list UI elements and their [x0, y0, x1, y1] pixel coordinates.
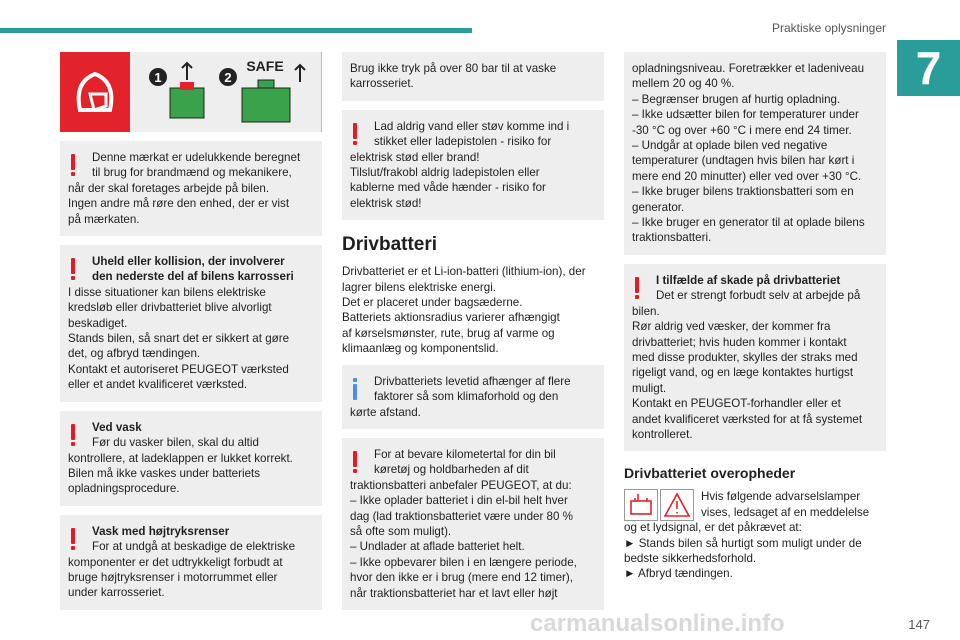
step-1-number: 1	[154, 70, 162, 85]
warning-box-collision: Uheld eller kollision, der involverer den nederste del af bilens karrosseri I disse situationer kan bilens elektriske kredsløb eller drivbatteriet blive alvorligt beskadiget. Stands bilen, så snart det er sikkert at gøre det, og afbryd tændingen. Kontakt et autoriseret PEUGEOT værksted eller et andet kvalificeret værksted.	[60, 245, 322, 402]
continued-box-battery-care: opladningsniveau. Foretrækker et ladeniveau mellem 20 og 40 %. – Begrænser brugen af hurtig opladning. – Ikke udsætter bilen for temperaturer under -30 °C og over +60 °C i mere end 24 timer. – Undgår at oplade bilen ved negative temperaturer (undtagen hvis bilen har kørt i mere end 20 minutter) eller ved over +30 °C. – Ikke bruger bilens traktionsbatteri som en generator. – Ikke bruger en generator til at oplade bilens traktionsbatteri.	[624, 52, 886, 255]
safe-label-illustration	[60, 52, 322, 132]
warning-box-battery-care: For at bevare kilometertal for din bil køretøj og holdbarheden af dit traktionsbatteri anbefaler PEUGEOT, at du: – Ikke oplader batteriet i din el-bil helt hver dag (lad traktionsbatteriet være under 80 % så ofte som muligt). – Undlader at aflade batteriet helt. – Ikke opbevarer bilen i en længere periode, hvor den ikke er i brug (mere end 12 timer), når traktionsbatteriet har et lavt eller højt	[342, 438, 604, 610]
warning-icon	[71, 258, 75, 280]
warning-box-water: Lad aldrig vand eller støv komme ind i stikket eller ladepistolen - risiko for elektrisk stød eller brand! Tilslut/frakobl aldrig ladepistolen eller kablerne med våde hænder - risiko for elektrisk stød!	[342, 110, 604, 220]
warning-triangle-icon	[665, 494, 689, 516]
warning-icon	[71, 528, 75, 550]
warning-lamps-icons	[624, 489, 696, 521]
section-label: Praktiske oplysninger	[771, 21, 886, 35]
column-2	[342, 52, 604, 619]
warning-icon	[71, 154, 75, 176]
watermark: carmanualsonline.info	[530, 610, 785, 637]
column-3	[624, 52, 886, 590]
warning-box-washing: Ved vask Før du vasker bilen, skal du altid kontrollere, at ladeklappen er lukket korrekt. Bilen må ikke vaskes under batteriets opladningsprocedure.	[60, 411, 322, 506]
paragraph-drivbatteri: Drivbatteriet er et Li-ion-batteri (lithium-ion), der lagrer bilens elektriske energi. Det er placeret under bagsæderne. Batteriets aktionsradius varierer afhængigt af kørselsmønster, rute, brug af varme og klimaanlæg og komponentslid.	[342, 265, 586, 356]
heading-overheating: Drivbatteriet overopheder	[624, 465, 796, 482]
note-box-pressure: Brug ikke tryk på over 80 bar til at vaske karrosseriet.	[342, 52, 604, 101]
warning-icon	[635, 277, 639, 299]
firefighter-helmet-icon	[60, 52, 130, 132]
warning-box-pressure-washer: Vask med højtryksrenser For at undgå at beskadige de elektriske komponenter er det udtrykkeligt forbudt at bruge højtryksrenser i motorrummet eller under karrosseriet.	[60, 515, 322, 610]
chapter-tab: 7	[897, 40, 960, 96]
warning-icon	[71, 424, 75, 446]
column-1	[60, 52, 322, 619]
warning-icon	[353, 451, 357, 473]
battery-temperature-icon	[631, 494, 651, 514]
info-box-lifetime: Drivbatteriets levetid afhænger af flere faktorer så som klimaforhold og den kørte afstand.	[342, 365, 604, 429]
warning-box-battery-damage: I tilfælde af skade på drivbatteriet Det er strengt forbudt selv at arbejde på bilen. Rør aldrig ved væsker, der kommer fra drivbatteriet; hvis huden kommer i kontakt med disse produkter, skylles der straks med rigeligt vand, og en læge kontaktes hurtigst muligt. Kontakt en PEUGEOT-forhandler eller et andet kvalificeret værksted for at få systemet kontrolleret.	[624, 264, 886, 451]
warning-box-sticker: Denne mærkat er udelukkende beregnet til brug for brandmænd og mekanikere, når der skal foretages arbejde på bilen. Ingen andre må røre den enhed, der er vist på mærkaten.	[60, 141, 322, 236]
safe-text: SAFE	[246, 58, 284, 74]
paragraph-overheating: Hvis følgende advarselslamper vises, ledsaget af en meddelelse og et lydsignal, er det påkrævet at: ► Stands bilen så hurtigt som muligt under de bedste sikkerhedsforhold. ► Afbryd tændingen.	[624, 490, 870, 581]
step-2-number: 2	[224, 70, 232, 85]
header-accent-bar	[0, 28, 472, 33]
warning-icon	[353, 123, 357, 145]
info-icon	[353, 378, 357, 400]
page-number: 147	[908, 617, 930, 632]
heading-drivbatteri: Drivbatteri	[342, 234, 438, 256]
